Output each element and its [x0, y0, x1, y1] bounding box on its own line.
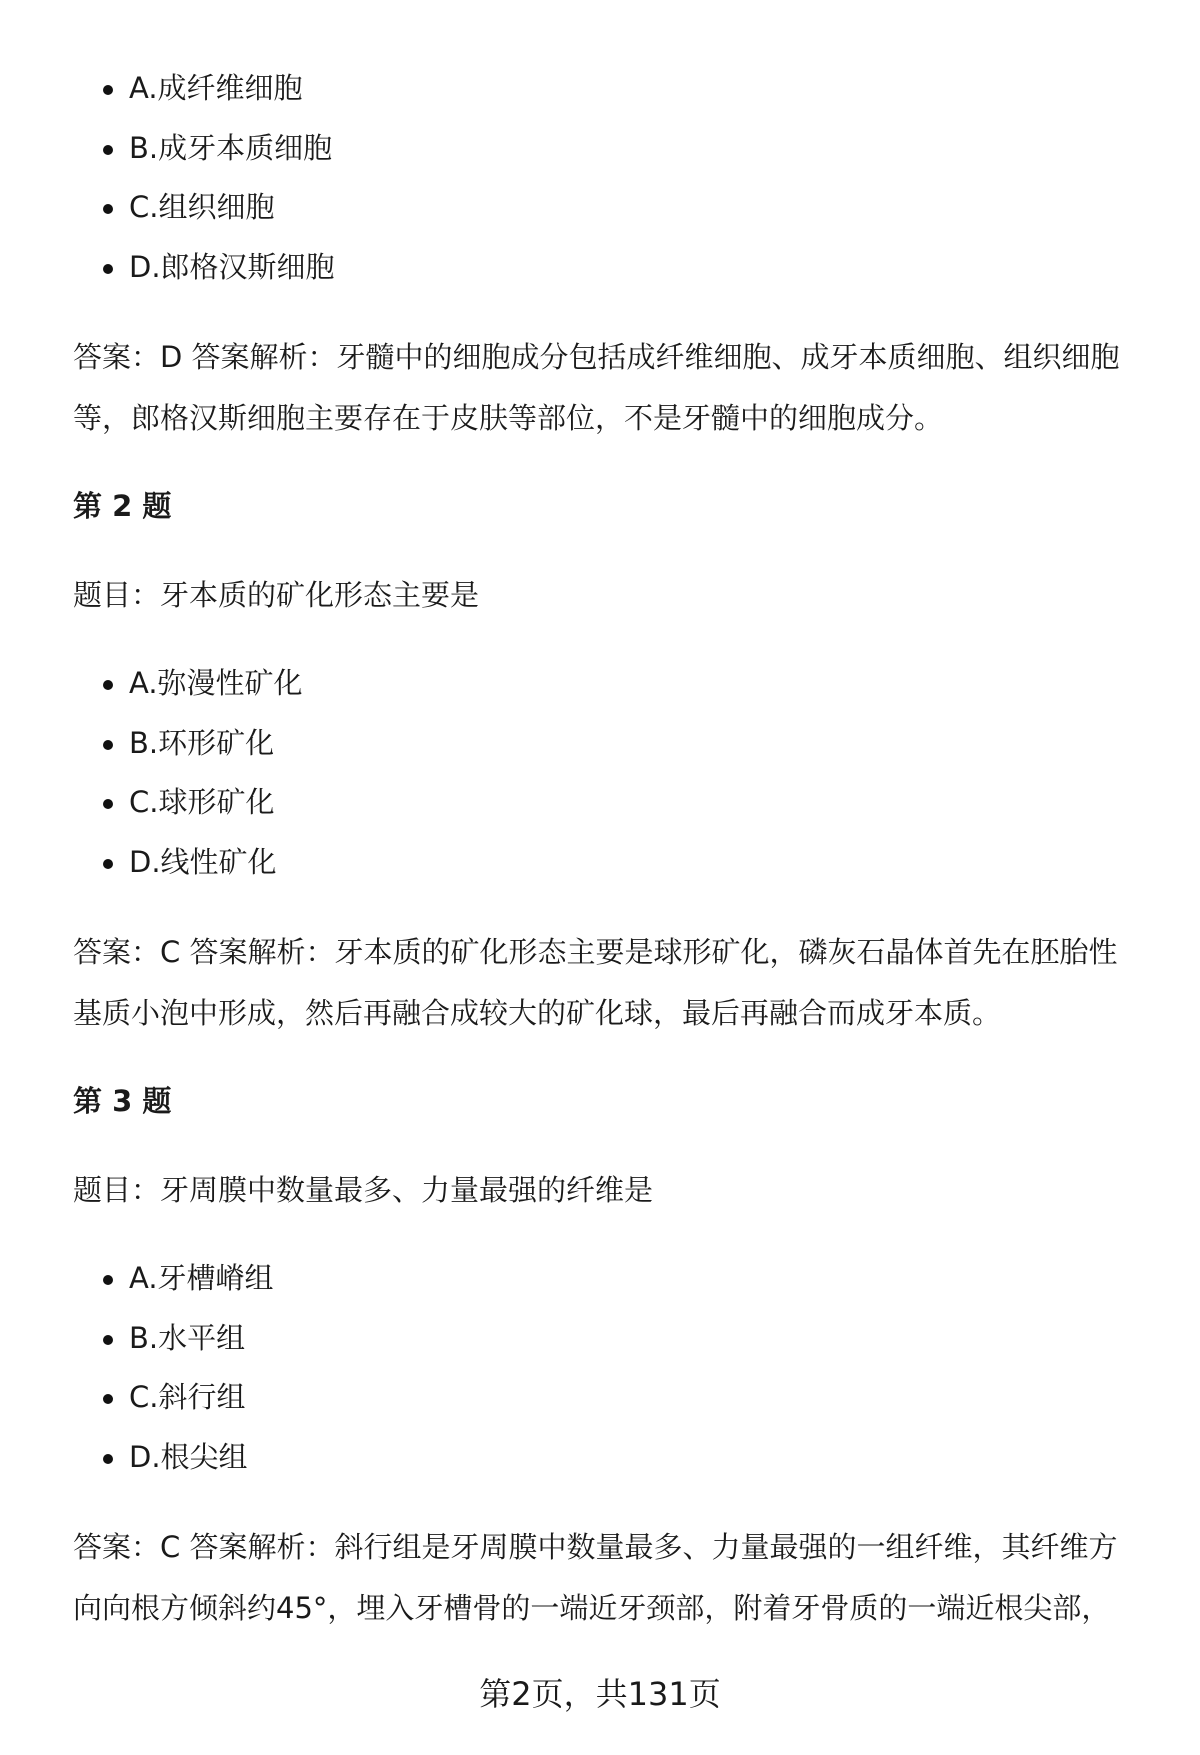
q2-answer — [73, 922, 1153, 1044]
q2-option-b — [103, 714, 1103, 774]
option-text: A.成纤维细胞 — [129, 71, 303, 105]
option-text: D.线性矿化 — [129, 844, 277, 879]
bullet-icon — [103, 740, 113, 750]
q2-option-d — [103, 833, 1103, 893]
q1-option-d — [103, 238, 1103, 298]
bullet-icon — [103, 1394, 113, 1404]
q1-answer — [73, 327, 1153, 449]
page-number-footer: 第2页，共131页 — [479, 1675, 721, 1713]
q1-option-c — [103, 178, 1103, 238]
option-text: C.球形矿化 — [129, 785, 275, 819]
q1-option-b — [103, 119, 1103, 179]
option-text: D.根尖组 — [129, 1439, 248, 1474]
option-text: C.斜行组 — [129, 1380, 246, 1414]
q3-stem: 题目：牙周膜中数量最多、力量最强的纤维是 — [73, 1173, 654, 1207]
q3-answer-line-1: 答案：C 答案解析：斜行组是牙周膜中数量最多、力量最强的一组纤维，其纤维方 — [73, 1530, 1118, 1564]
bullet-icon — [103, 859, 113, 869]
q1-answer-line-1: 答案：D 答案解析：牙髓中的细胞成分包括成纤维细胞、成牙本质细胞、组织细胞 — [73, 340, 1120, 374]
option-text: B.环形矿化 — [129, 725, 275, 760]
q2-answer-line-1: 答案：C 答案解析：牙本质的矿化形态主要是球形矿化，磷灰石晶体首先在胚胎性 — [73, 935, 1118, 969]
bullet-icon — [103, 85, 113, 95]
bullet-icon — [103, 264, 113, 274]
q2-options-list — [103, 654, 1103, 892]
q3-option-a — [103, 1249, 1103, 1309]
q3-option-c — [103, 1368, 1103, 1428]
option-text: B.水平组 — [129, 1320, 246, 1355]
bullet-icon — [103, 799, 113, 809]
option-text: C.组织细胞 — [129, 190, 275, 224]
option-text: A.牙槽嵴组 — [129, 1261, 274, 1295]
q2-option-c — [103, 773, 1103, 833]
q3-option-b — [103, 1309, 1103, 1369]
bullet-icon — [103, 1275, 113, 1285]
option-text: A.弥漫性矿化 — [129, 666, 303, 700]
q1-answer-line-2: 等，郎格汉斯细胞主要存在于皮肤等部位，不是牙髓中的细胞成分。 — [73, 401, 944, 435]
q2-heading: 第 2 题 — [73, 489, 172, 523]
option-text: D.郎格汉斯细胞 — [129, 249, 335, 284]
q3-answer — [73, 1517, 1153, 1639]
bullet-icon — [103, 204, 113, 214]
q1-option-a — [103, 59, 1103, 119]
q3-option-d — [103, 1428, 1103, 1488]
q2-stem: 题目：牙本质的矿化形态主要是 — [73, 578, 480, 612]
q1-options-list — [103, 59, 1103, 297]
q2-option-a — [103, 654, 1103, 714]
q3-heading: 第 3 题 — [73, 1084, 172, 1118]
bullet-icon — [103, 680, 113, 690]
q2-answer-line-2: 基质小泡中形成，然后再融合成较大的矿化球，最后再融合而成牙本质。 — [73, 996, 1002, 1030]
q3-answer-line-2: 向向根方倾斜约45°，埋入牙槽骨的一端近牙颈部，附着牙骨质的一端近根尖部， — [73, 1591, 1111, 1625]
bullet-icon — [103, 145, 113, 155]
q3-options-list — [103, 1249, 1103, 1487]
bullet-icon — [103, 1454, 113, 1464]
option-text: B.成牙本质细胞 — [129, 130, 333, 165]
bullet-icon — [103, 1335, 113, 1345]
